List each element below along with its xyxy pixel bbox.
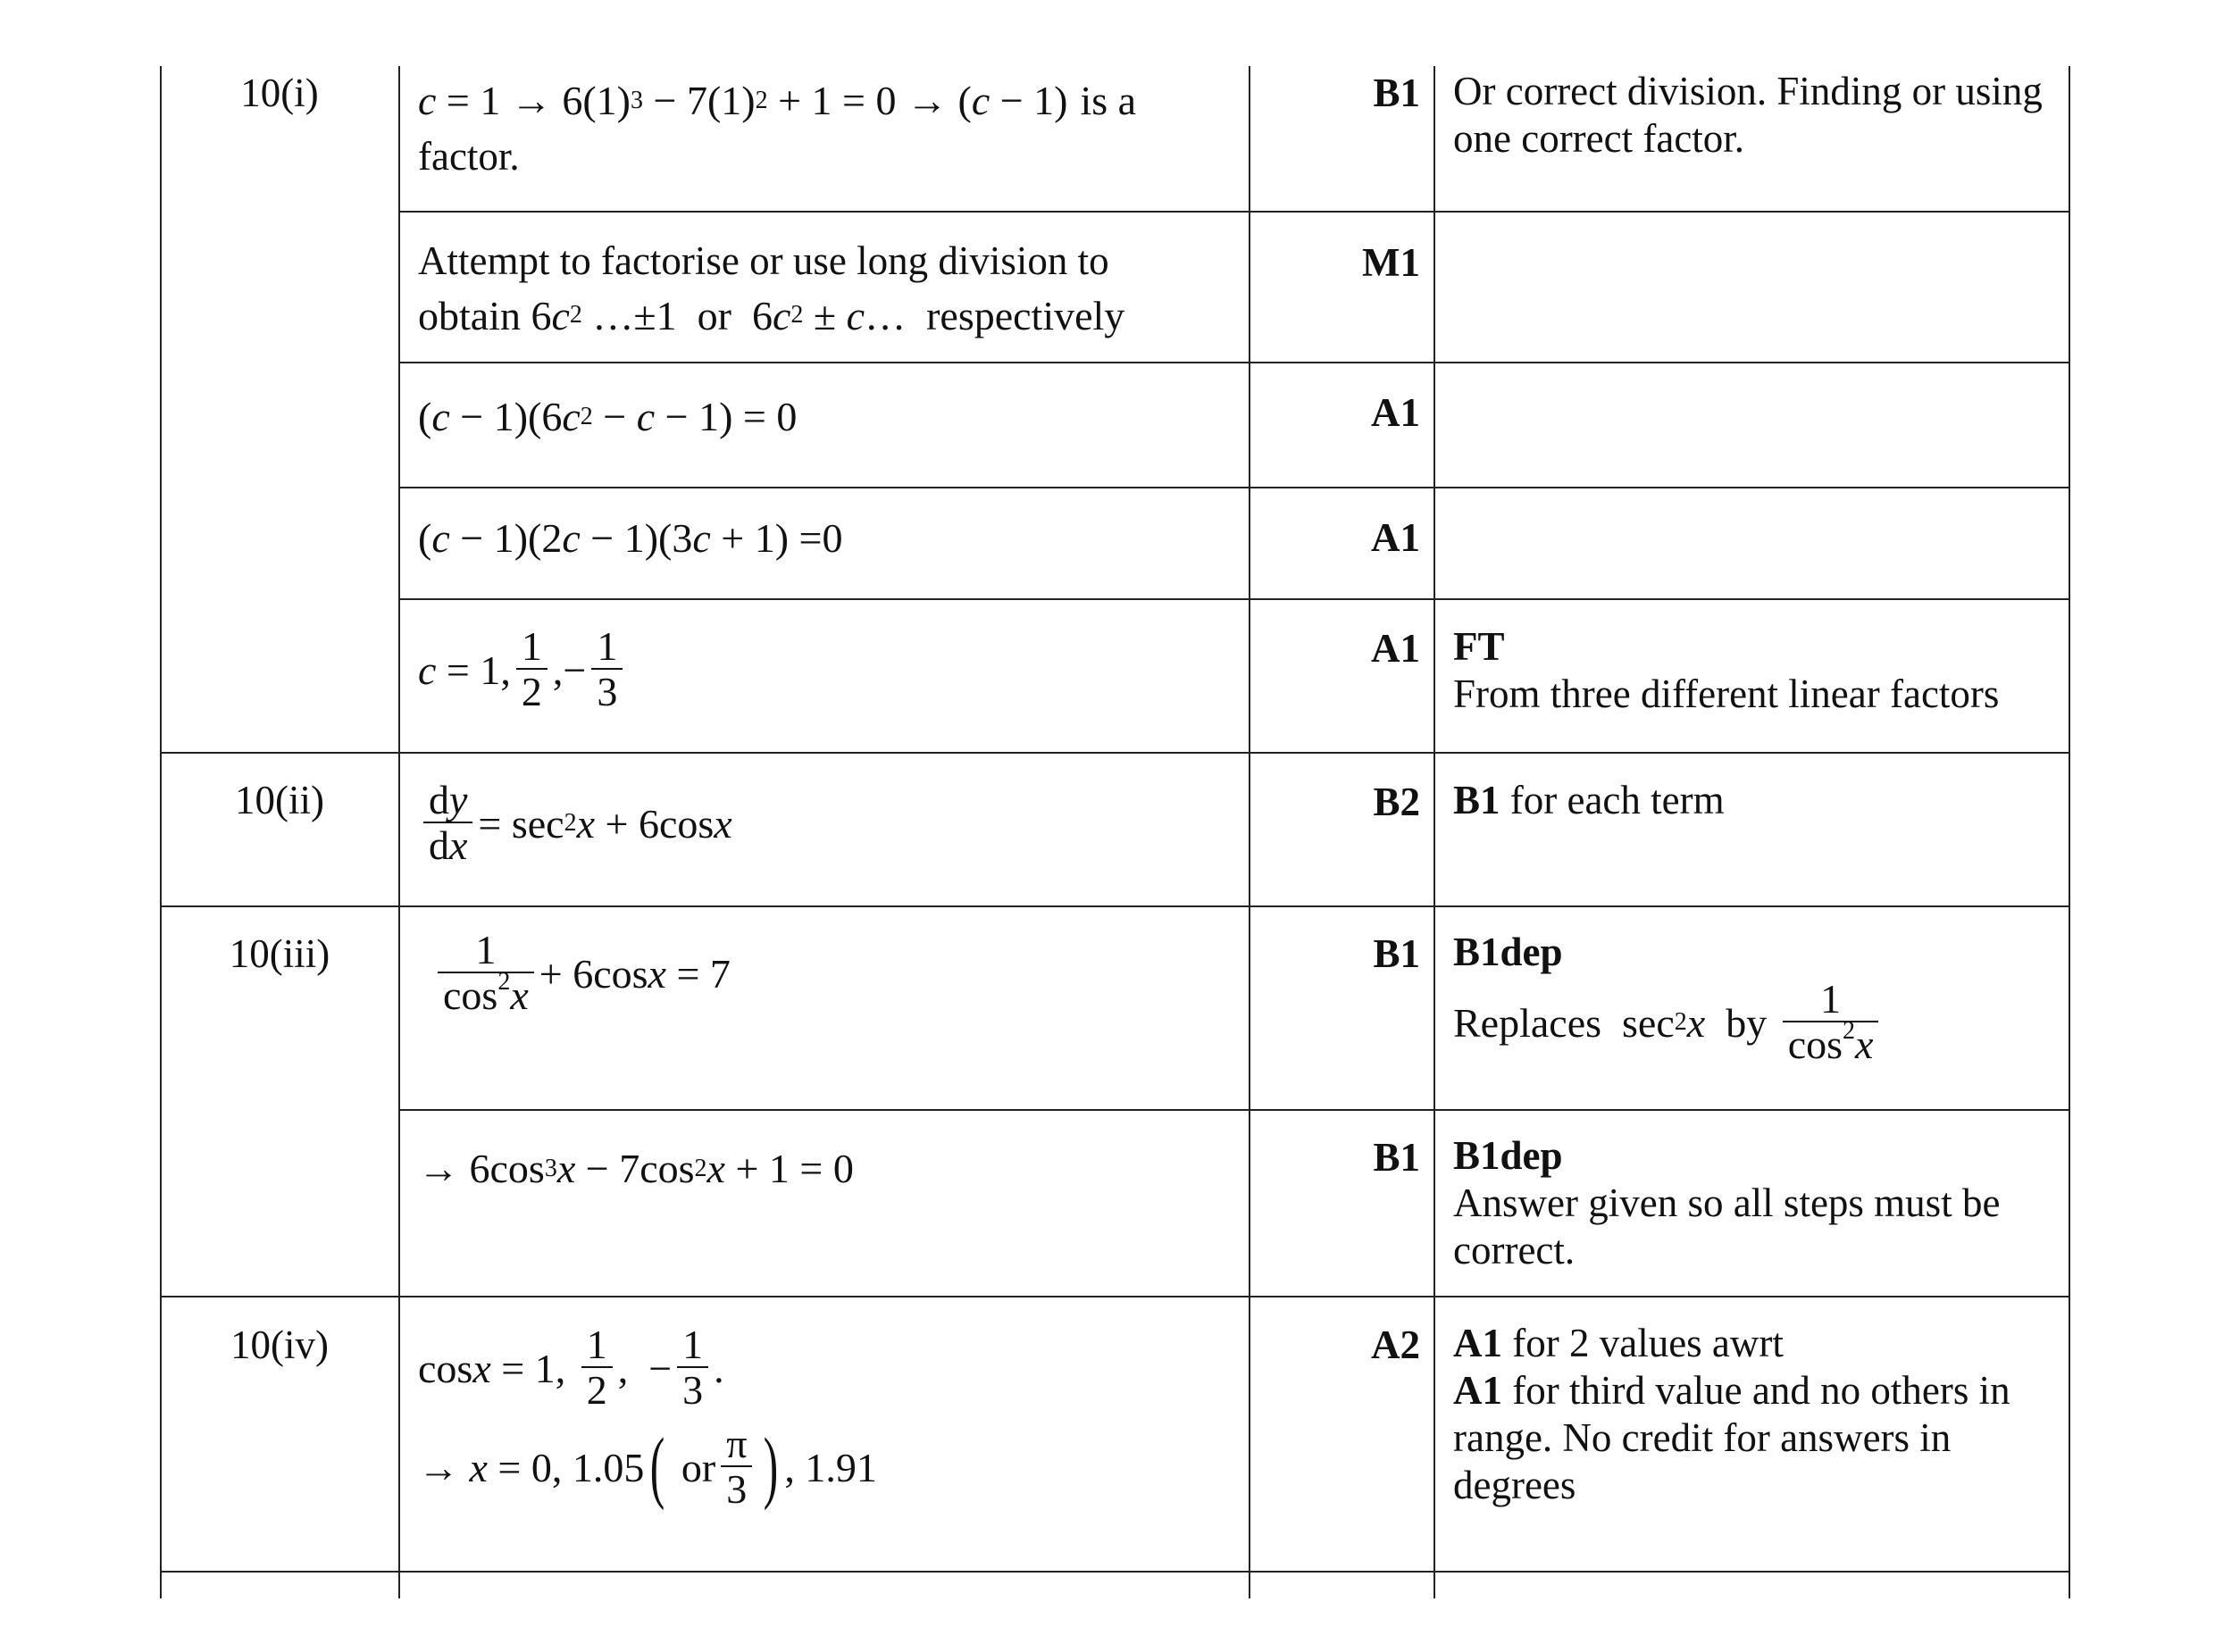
guidance-text: B1 for each term <box>1453 778 1725 822</box>
mark-code: A2 <box>1371 1322 1420 1367</box>
guidance-text: Or correct division. Finding or using one correct factor. <box>1453 69 2043 161</box>
fraction: $\frac{1}{2}$ <box>581 1323 613 1414</box>
fraction: $\frac{1}{\cos^2x}$ <box>1783 978 1879 1068</box>
mark-code: M1 <box>1362 240 1420 285</box>
question-number: 10(ii) <box>235 778 324 822</box>
fraction: $\frac{1}{2}$ <box>516 625 547 715</box>
table-border-right <box>2069 66 2070 1598</box>
guidance-text: B1dep Replaces sec 2 x by $\frac{1}{\cos^2x}$ <box>1453 929 2052 1068</box>
answer-math: $\frac{1}{\cos^2x}$ + 6cos x = 7 <box>438 929 1143 1019</box>
answer-cell <box>438 929 1143 1019</box>
fraction: $\frac{1}{3}$ <box>677 1323 708 1414</box>
answer-text: Attempt to factorise or use long division to <box>418 238 1109 283</box>
guidance-text: A1 for 2 values awrt A1 for third value and no others in range. No credit for answers in degrees <box>1453 1321 2010 1507</box>
row-divider <box>160 752 2070 754</box>
answer-cell <box>418 514 1124 562</box>
mark-code: B1 <box>1373 931 1420 976</box>
answer-text: factor. <box>418 134 520 179</box>
row-divider <box>160 905 2070 907</box>
mark-code: A1 <box>1371 390 1420 435</box>
question-number: 10(iii) <box>229 931 330 976</box>
answer-math: ( c − 1)(6 c 2 − c − 1) = 0 <box>418 394 798 439</box>
answer-math: → 6cos 3 x − 7cos 2 x + 1 = 0 <box>418 1146 854 1191</box>
row-divider <box>398 362 2070 363</box>
answer-math: ( c − 1)(2 c − 1)(3 c + 1) =0 <box>418 515 843 561</box>
row-divider <box>398 211 2070 213</box>
answer-math: obtain 6 c 2 …±1 or 6 c 2 ± c … respectively <box>418 292 1125 338</box>
answer-math: → x = 0, 1.05 ( or $\frac{\pi}{3}$ ) , 1.91 <box>418 1420 877 1513</box>
column-divider-question <box>398 66 400 1598</box>
answer-cell <box>418 1323 1124 1513</box>
answer-math: c = 1 → 6(1) 3 − 7(1) 2 + 1 = 0 → ( c − 1) is a <box>418 78 1137 123</box>
column-divider-marks <box>1433 66 1435 1598</box>
answer-cell <box>418 625 1124 715</box>
fraction: $\frac{1}{\cos^2x}$ <box>438 929 534 1019</box>
answer-cell <box>418 393 1124 440</box>
row-divider <box>398 1109 2070 1111</box>
mark-code: A1 <box>1371 626 1420 671</box>
answer-cell <box>418 779 1124 869</box>
row-divider <box>160 1571 2070 1573</box>
guidance-text: FT From three different linear factors <box>1453 624 2000 716</box>
derivative-fraction: $\frac{dy}{dx}$ <box>423 779 472 869</box>
mark-code: B2 <box>1373 780 1420 824</box>
mark-code: A1 <box>1371 515 1420 560</box>
answer-cell <box>418 77 1137 184</box>
guidance-math: Replaces sec 2 x by $\frac{1}{\cos^2x}$ <box>1453 978 2052 1068</box>
answer-math: $\frac{dy}{dx}$ = sec 2 x + 6cos x <box>418 779 1124 869</box>
question-number: 10(i) <box>240 71 319 115</box>
guidance-text: B1dep Answer given so all steps must be correct. <box>1453 1133 2001 1272</box>
row-divider <box>160 1296 2070 1297</box>
row-divider <box>398 487 2070 488</box>
table-border-left <box>160 66 162 1598</box>
fraction: $\frac{\pi}{3}$ <box>721 1423 752 1513</box>
mark-code: B1 <box>1373 71 1420 115</box>
answer-math: cos x = 1, $\frac{1}{2}$ , − $\frac{1}{3}$ . <box>418 1322 724 1414</box>
column-divider-answer <box>1249 66 1250 1598</box>
question-number: 10(iv) <box>230 1322 329 1367</box>
row-divider <box>398 598 2070 600</box>
answer-math: c = 1, $\frac{1}{2}$ , − $\frac{1}{3}$ <box>418 625 1124 715</box>
mark-code: B1 <box>1373 1135 1420 1180</box>
fraction: $\frac{1}{3}$ <box>591 625 623 715</box>
answer-cell <box>418 234 1124 339</box>
answer-cell <box>418 1145 1124 1192</box>
